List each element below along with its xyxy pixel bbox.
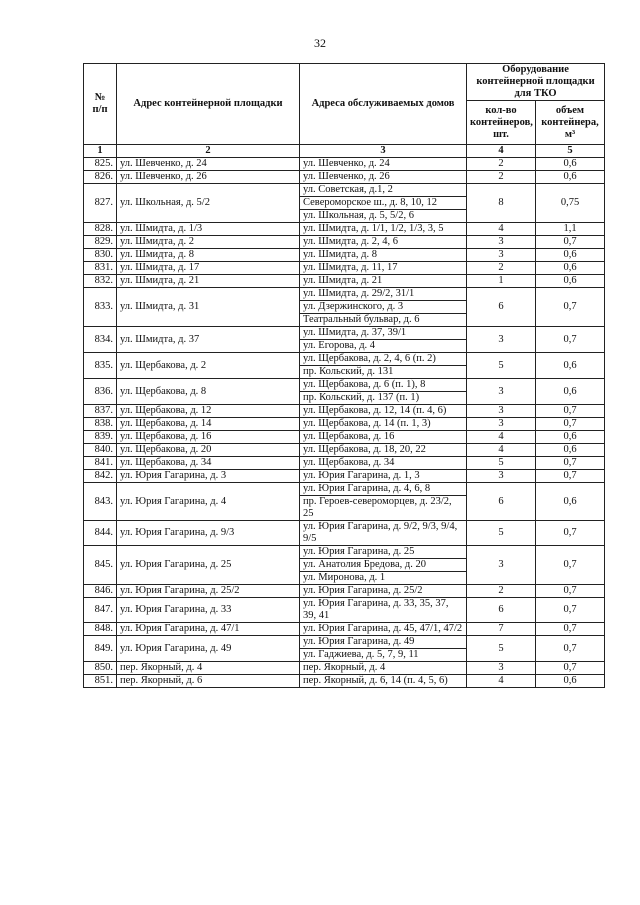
container-volume: 0,6 xyxy=(536,444,605,457)
container-sites-table xyxy=(83,63,605,688)
served-address: ул. Юрия Гагарина, д. 49 xyxy=(300,636,467,649)
container-count: 2 xyxy=(467,158,536,171)
row-number: 850. xyxy=(84,662,117,675)
container-count: 5 xyxy=(467,457,536,470)
served-address: ул. Щербакова, д. 14 (п. 1, 3) xyxy=(300,418,467,431)
table-row xyxy=(84,623,605,636)
site-address: ул. Щербакова, д. 20 xyxy=(117,444,300,457)
served-address: ул. Школьная, д. 5, 5/2, 6 xyxy=(300,210,467,223)
table-body xyxy=(84,158,605,688)
row-number: 830. xyxy=(84,249,117,262)
container-volume: 0,6 xyxy=(536,275,605,288)
row-number: 833. xyxy=(84,288,117,327)
served-address: ул. Анатолия Бредова, д. 20 xyxy=(300,559,467,572)
container-count: 7 xyxy=(467,623,536,636)
table-row xyxy=(84,675,605,688)
row-number: 848. xyxy=(84,623,117,636)
table-row xyxy=(84,249,605,262)
row-number: 829. xyxy=(84,236,117,249)
site-address: ул. Юрия Гагарина, д. 25 xyxy=(117,546,300,585)
served-address: ул. Шмидта, д. 2, 4, 6 xyxy=(300,236,467,249)
row-number: 837. xyxy=(84,405,117,418)
table-row xyxy=(84,223,605,236)
served-address: ул. Щербакова, д. 2, 4, 6 (п. 2) xyxy=(300,353,467,366)
container-volume: 0,6 xyxy=(536,431,605,444)
site-address: ул. Юрия Гагарина, д. 4 xyxy=(117,483,300,521)
site-address: ул. Шмидта, д. 21 xyxy=(117,275,300,288)
served-address: ул. Шмидта, д. 1/1, 1/2, 1/3, 3, 5 xyxy=(300,223,467,236)
table-row xyxy=(84,521,605,546)
served-address: ул. Щербакова, д. 12, 14 (п. 4, 6) xyxy=(300,405,467,418)
container-volume: 0,6 xyxy=(536,158,605,171)
container-volume: 0,7 xyxy=(536,546,605,585)
site-address: ул. Шмидта, д. 31 xyxy=(117,288,300,327)
row-number: 831. xyxy=(84,262,117,275)
container-volume: 0,7 xyxy=(536,457,605,470)
header-num: № п/п xyxy=(84,64,117,145)
container-count: 3 xyxy=(467,546,536,585)
served-address: ул. Шевченко, д. 24 xyxy=(300,158,467,171)
served-address: пер. Якорный, д. 4 xyxy=(300,662,467,675)
table-row xyxy=(84,585,605,598)
row-number: 825. xyxy=(84,158,117,171)
container-volume: 0,7 xyxy=(536,236,605,249)
row-number: 845. xyxy=(84,546,117,585)
container-volume: 0,6 xyxy=(536,483,605,521)
site-address: ул. Юрия Гагарина, д. 47/1 xyxy=(117,623,300,636)
container-volume: 0,6 xyxy=(536,675,605,688)
table-row xyxy=(84,262,605,275)
table-row xyxy=(84,418,605,431)
table-row xyxy=(84,353,605,366)
container-count: 2 xyxy=(467,585,536,598)
container-count: 4 xyxy=(467,431,536,444)
container-count: 4 xyxy=(467,444,536,457)
container-volume: 0,7 xyxy=(536,405,605,418)
table-row xyxy=(84,379,605,392)
served-address: ул. Юрия Гагарина, д. 45, 47/1, 47/2 xyxy=(300,623,467,636)
served-address: ул. Советская, д.1, 2 xyxy=(300,184,467,197)
row-number: 849. xyxy=(84,636,117,662)
table-row xyxy=(84,470,605,483)
table-row xyxy=(84,662,605,675)
page-number: 32 xyxy=(314,36,326,50)
site-address: ул. Юрия Гагарина, д. 3 xyxy=(117,470,300,483)
table-row xyxy=(84,444,605,457)
table-row xyxy=(84,636,605,649)
row-number: 832. xyxy=(84,275,117,288)
container-count: 4 xyxy=(467,675,536,688)
colnum-1: 1 xyxy=(84,145,117,158)
served-address: ул. Шевченко, д. 26 xyxy=(300,171,467,184)
row-number: 840. xyxy=(84,444,117,457)
container-volume: 0,7 xyxy=(536,470,605,483)
site-address: пер. Якорный, д. 4 xyxy=(117,662,300,675)
colnum-3: 3 xyxy=(300,145,467,158)
table-row xyxy=(84,405,605,418)
table-row xyxy=(84,288,605,301)
served-address: ул. Юрия Гагарина, д. 25/2 xyxy=(300,585,467,598)
served-address: ул. Юрия Гагарина, д. 25 xyxy=(300,546,467,559)
container-volume: 0,6 xyxy=(536,249,605,262)
site-address: ул. Юрия Гагарина, д. 25/2 xyxy=(117,585,300,598)
table-row xyxy=(84,598,605,623)
row-number: 847. xyxy=(84,598,117,623)
colnum-5: 5 xyxy=(536,145,605,158)
row-number: 828. xyxy=(84,223,117,236)
container-count: 2 xyxy=(467,262,536,275)
row-number: 836. xyxy=(84,379,117,405)
served-address: ул. Шмидта, д. 8 xyxy=(300,249,467,262)
row-number: 842. xyxy=(84,470,117,483)
colnum-4: 4 xyxy=(467,145,536,158)
table-row xyxy=(84,483,605,496)
row-number: 843. xyxy=(84,483,117,521)
table-row xyxy=(84,546,605,559)
container-count: 3 xyxy=(467,662,536,675)
site-address: ул. Шмидта, д. 1/3 xyxy=(117,223,300,236)
served-address: ул. Егорова, д. 4 xyxy=(300,340,467,353)
site-address: ул. Щербакова, д. 12 xyxy=(117,405,300,418)
header-count: кол-во контейнеров, шт. xyxy=(467,101,536,145)
served-address: ул. Юрия Гагарина, д. 33, 35, 37, 39, 41 xyxy=(300,598,467,623)
site-address: ул. Шмидта, д. 37 xyxy=(117,327,300,353)
container-count: 1 xyxy=(467,275,536,288)
container-volume: 0,7 xyxy=(536,327,605,353)
site-address: ул. Шмидта, д. 2 xyxy=(117,236,300,249)
container-volume: 0,6 xyxy=(536,171,605,184)
served-address: ул. Щербакова, д. 16 xyxy=(300,431,467,444)
table-row xyxy=(84,275,605,288)
served-address: Североморское ш., д. 8, 10, 12 xyxy=(300,197,467,210)
table-row xyxy=(84,327,605,340)
served-address: пр. Кольский, д. 131 xyxy=(300,366,467,379)
container-volume: 0,7 xyxy=(536,598,605,623)
served-address: ул. Юрия Гагарина, д. 4, 6, 8 xyxy=(300,483,467,496)
site-address: ул. Шмидта, д. 8 xyxy=(117,249,300,262)
site-address: ул. Щербакова, д. 14 xyxy=(117,418,300,431)
container-volume: 0,6 xyxy=(536,262,605,275)
site-address: ул. Юрия Гагарина, д. 9/3 xyxy=(117,521,300,546)
container-count: 6 xyxy=(467,598,536,623)
served-address: Театральный бульвар, д. 6 xyxy=(300,314,467,327)
served-address: ул. Дзержинского, д. 3 xyxy=(300,301,467,314)
served-address: ул. Щербакова, д. 6 (п. 1), 8 xyxy=(300,379,467,392)
served-address: ул. Шмидта, д. 21 xyxy=(300,275,467,288)
row-number: 841. xyxy=(84,457,117,470)
container-count: 5 xyxy=(467,353,536,379)
served-address: пер. Якорный, д. 6, 14 (п. 4, 5, 6) xyxy=(300,675,467,688)
table-row xyxy=(84,431,605,444)
container-count: 2 xyxy=(467,171,536,184)
row-number: 839. xyxy=(84,431,117,444)
served-address: ул. Шмидта, д. 37, 39/1 xyxy=(300,327,467,340)
served-address: пр. Героев-североморцев, д. 23/2, 25 xyxy=(300,496,467,521)
container-count: 3 xyxy=(467,405,536,418)
container-count: 3 xyxy=(467,379,536,405)
table-row xyxy=(84,171,605,184)
container-volume: 1,1 xyxy=(536,223,605,236)
container-count: 6 xyxy=(467,483,536,521)
served-address: пр. Кольский, д. 137 (п. 1) xyxy=(300,392,467,405)
served-address: ул. Шмидта, д. 29/2, 31/1 xyxy=(300,288,467,301)
row-number: 834. xyxy=(84,327,117,353)
served-address: ул. Шмидта, д. 11, 17 xyxy=(300,262,467,275)
site-address: ул. Юрия Гагарина, д. 49 xyxy=(117,636,300,662)
table-row xyxy=(84,158,605,171)
container-volume: 0,75 xyxy=(536,184,605,223)
container-count: 8 xyxy=(467,184,536,223)
container-count: 5 xyxy=(467,636,536,662)
site-address: ул. Юрия Гагарина, д. 33 xyxy=(117,598,300,623)
container-volume: 0,7 xyxy=(536,288,605,327)
served-address: ул. Юрия Гагарина, д. 9/2, 9/3, 9/4, 9/5 xyxy=(300,521,467,546)
header-address: Адрес контейнерной площадки xyxy=(117,64,300,145)
site-address: ул. Шевченко, д. 24 xyxy=(117,158,300,171)
container-count: 3 xyxy=(467,249,536,262)
header-volume: объем контейнера, м³ xyxy=(536,101,605,145)
container-count: 4 xyxy=(467,223,536,236)
container-volume: 0,6 xyxy=(536,379,605,405)
container-volume: 0,7 xyxy=(536,521,605,546)
row-number: 851. xyxy=(84,675,117,688)
site-address: ул. Щербакова, д. 16 xyxy=(117,431,300,444)
row-number: 844. xyxy=(84,521,117,546)
row-number: 827. xyxy=(84,184,117,223)
container-volume: 0,7 xyxy=(536,418,605,431)
site-address: ул. Шевченко, д. 26 xyxy=(117,171,300,184)
table-row xyxy=(84,184,605,197)
container-volume: 0,7 xyxy=(536,636,605,662)
container-count: 3 xyxy=(467,236,536,249)
row-number: 846. xyxy=(84,585,117,598)
site-address: ул. Щербакова, д. 8 xyxy=(117,379,300,405)
served-address: ул. Юрия Гагарина, д. 1, 3 xyxy=(300,470,467,483)
container-volume: 0,7 xyxy=(536,623,605,636)
site-address: ул. Щербакова, д. 2 xyxy=(117,353,300,379)
container-volume: 0,6 xyxy=(536,353,605,379)
row-number: 826. xyxy=(84,171,117,184)
served-address: ул. Щербакова, д. 18, 20, 22 xyxy=(300,444,467,457)
row-number: 835. xyxy=(84,353,117,379)
site-address: пер. Якорный, д. 6 xyxy=(117,675,300,688)
header-served: Адреса обслуживаемых домов xyxy=(300,64,467,145)
header-equipment: Оборудование контейнерной площадки для ТКО xyxy=(467,64,605,101)
site-address: ул. Школьная, д. 5/2 xyxy=(117,184,300,223)
table-row xyxy=(84,457,605,470)
site-address: ул. Щербакова, д. 34 xyxy=(117,457,300,470)
row-number: 838. xyxy=(84,418,117,431)
served-address: ул. Миронова, д. 1 xyxy=(300,572,467,585)
container-count: 3 xyxy=(467,418,536,431)
container-count: 6 xyxy=(467,288,536,327)
container-count: 5 xyxy=(467,521,536,546)
container-count: 3 xyxy=(467,327,536,353)
site-address: ул. Шмидта, д. 17 xyxy=(117,262,300,275)
container-volume: 0,7 xyxy=(536,585,605,598)
container-count: 3 xyxy=(467,470,536,483)
colnum-2: 2 xyxy=(117,145,300,158)
table-row xyxy=(84,236,605,249)
served-address: ул. Щербакова, д. 34 xyxy=(300,457,467,470)
served-address: ул. Гаджиева, д. 5, 7, 9, 11 xyxy=(300,649,467,662)
container-volume: 0,7 xyxy=(536,662,605,675)
